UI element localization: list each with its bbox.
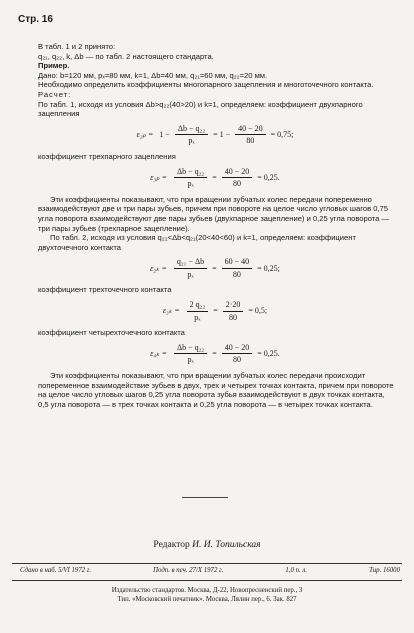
formula-four-point	[38, 343, 394, 365]
document-body	[38, 42, 394, 409]
fraction	[222, 343, 253, 365]
explanation-paragraph: Эти коэффициенты показывают, что при вращении зубчатых колес передачи попеременно взаимодействуют две и три пары зубьев, причем при повороте на целое число угловых шагов 0,75 угла поворота взаимодействуют две пары зубьев (двухпарное зацепление) и 0,25 угла поворота — три пары зубьев (трехпарное зацепление).	[38, 194, 390, 233]
section-divider	[182, 497, 228, 498]
formula-two-point	[38, 257, 394, 279]
formula-three-pair	[38, 167, 394, 189]
formula-op: =	[212, 172, 217, 182]
denominator: 80	[229, 312, 238, 322]
formula-result: = 0,25.	[257, 349, 280, 359]
rule-line	[12, 580, 402, 581]
fraction	[174, 343, 207, 365]
editor-name: И. И. Топильская	[192, 540, 261, 550]
formula-three-point	[38, 300, 394, 322]
formula-lhs: ε₃ₚ =	[150, 172, 167, 182]
publisher-line: Издательство стандартов. Москва, Д-22, Новопресненский пер., 3	[111, 587, 303, 594]
formula-op: =	[212, 263, 217, 273]
calc-title: Расчет:	[38, 89, 72, 99]
rule-line	[12, 563, 402, 564]
formula-op: =	[213, 306, 218, 316]
editor-label: Редактор	[153, 540, 190, 550]
formula-label: коэффициент трехпарного зацепления	[38, 151, 176, 161]
task-statement: Необходимо определить коэффициенты многопарного зацепления и многоточечного контакта.	[38, 80, 374, 90]
denominator: 80	[246, 136, 255, 146]
formula-op: =	[212, 349, 217, 359]
formula-label: коэффициент четырехточечного контакта	[38, 328, 185, 338]
numerator: 40 − 20	[222, 343, 253, 355]
formula-result: = 0,25;	[257, 263, 280, 273]
formula-result: = 0,75;	[270, 130, 294, 140]
numerator: 40 − 20	[222, 167, 253, 179]
imprint-submitted: Сдано в наб. 5/VI 1972 г.	[20, 567, 92, 574]
numerator: Δb − q₂₂	[174, 343, 207, 355]
fraction	[222, 257, 253, 279]
fraction	[235, 124, 266, 146]
numerator: 40 − 20	[235, 124, 266, 136]
formula-op: = 1 −	[213, 130, 231, 140]
fraction	[187, 300, 209, 322]
formula-op: 1 −	[159, 130, 170, 140]
imprint-run: Тир. 16000	[369, 567, 400, 574]
formula-lhs: ε₂ₖ =	[150, 263, 167, 273]
fraction	[174, 257, 207, 279]
intro-line: q₂₁, q₂₂, k, Δb — по табл. 2 настоящего стандарта.	[38, 51, 214, 61]
given-values: Дано: b=120 мм, pₓ=80 мм, k=1, Δb=40 мм, q₂₁=60 мм, q₂₂=20 мм.	[38, 70, 268, 80]
formula-two-pair	[38, 124, 394, 146]
formula-lhs: ε₄ₖ =	[150, 349, 167, 359]
page-number: Стр. 16	[18, 14, 53, 25]
fraction	[175, 124, 208, 146]
example-title: Пример.	[38, 61, 70, 71]
numerator: Δb − q₂₂	[175, 124, 208, 136]
numerator: 2 q₂₂	[187, 300, 209, 312]
imprint-sheets: 1,0 п. л.	[285, 567, 308, 574]
publisher-info	[0, 586, 414, 604]
formula-lhs: ε₃ₖ =	[162, 306, 180, 316]
fraction	[223, 300, 244, 322]
formula-result: = 0,25.	[257, 172, 280, 182]
section2-text: По табл. 2, исходя из условия q₂₂<Δb<q₂₁(20<40<60) и k=1, определяем: коэффициент двухточечного контакта	[38, 233, 356, 252]
denominator: 80	[232, 355, 241, 365]
imprint-line	[20, 567, 400, 574]
denominator: pₓ	[187, 269, 194, 279]
numerator: 60 − 40	[222, 257, 253, 269]
denominator: 80	[232, 179, 241, 189]
section1-text: По табл. 1, исходя из условия Δb>q₂₂(40>20) и k=1, определяем: коэффициент двухпарного зацепления	[38, 99, 363, 119]
fraction	[174, 167, 207, 189]
printer-line: Тип. «Московский печатник». Москва, Лялин пер., 6. Зак. 827	[117, 596, 297, 603]
formula-lhs: ε₂ₚ =	[136, 130, 154, 140]
imprint-signed: Подп. в печ. 27/X 1972 г.	[153, 567, 224, 574]
fraction	[222, 167, 253, 189]
formula-result: = 0,5;	[248, 306, 268, 316]
denominator: pₓ	[187, 179, 194, 189]
numerator: Δb − q₂₂	[174, 167, 207, 179]
intro-line: В табл. 1 и 2 принято:	[38, 42, 116, 51]
editor-credit	[0, 540, 414, 550]
explanation-paragraph: Эти коэффициенты показывают, что при вращении зубчатых колес передачи происходит попеременное взаимодействие зубьев в двух, трех и четырех точках контакта, причем при повороте на целое число угловых шагов 0,25 угла поворота зубья взаимодействуют в двух точках контакта, 0,5 угла поворота — в трех точках контакта и 0,25 угла поворота — в четырех точках контакта.	[38, 371, 394, 409]
numerator: q₂₁ − Δb	[174, 257, 207, 269]
formula-label: коэффициент трехточечного контакта	[38, 285, 172, 295]
denominator: pₓ	[194, 312, 201, 322]
denominator: pₓ	[187, 355, 194, 365]
denominator: pₓ	[188, 136, 195, 146]
denominator: 80	[232, 269, 241, 279]
numerator: 2·20	[223, 300, 244, 312]
